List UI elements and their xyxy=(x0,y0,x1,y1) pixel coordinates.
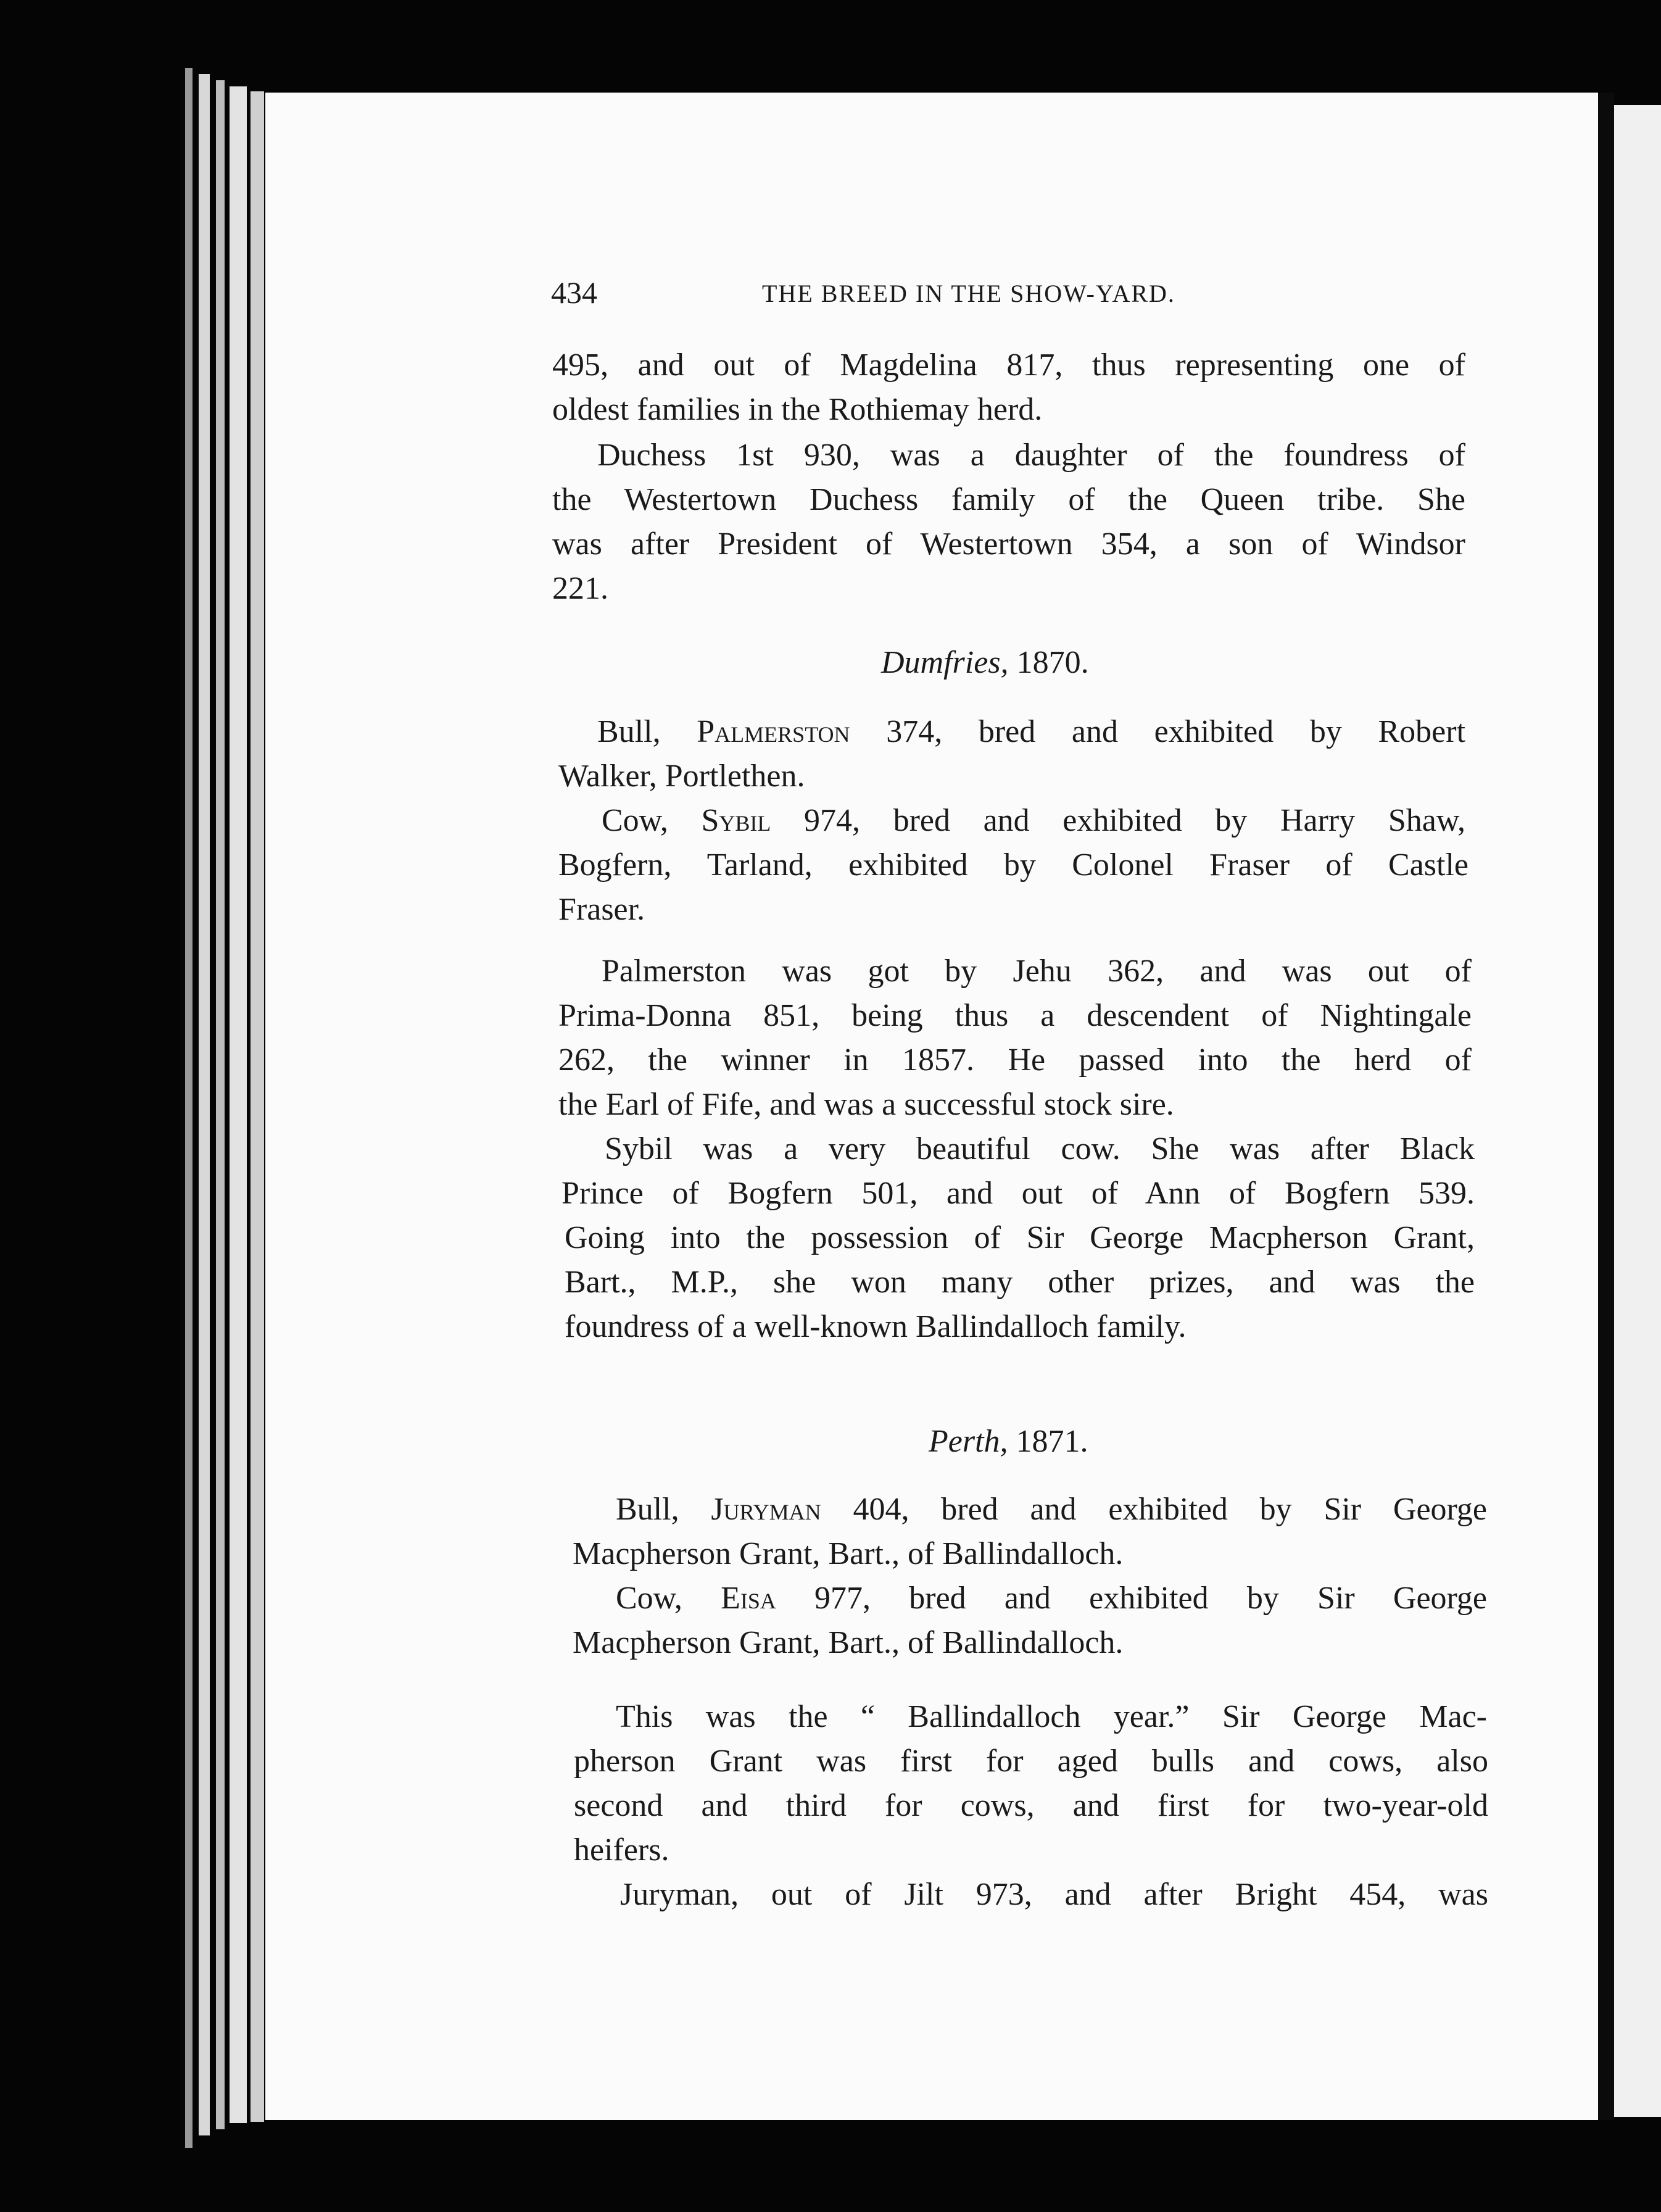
section-heading xyxy=(929,1420,1088,1464)
text-line: Prince of Bogfern 501, and out of Ann of Bogfern 539. xyxy=(561,1176,1475,1211)
text-line: 221. xyxy=(552,571,608,606)
award-detail: 404, bred and exhibited by Sir George xyxy=(853,1492,1488,1527)
section-place: Dumfries, xyxy=(881,645,1009,680)
text-line: Fraser. xyxy=(558,892,645,927)
section-place: Perth, xyxy=(929,1424,1008,1459)
text-line: second and third for cows, and first for two-year-old xyxy=(574,1788,1488,1823)
text-line: Palmerston was got by Jehu 362, and was out of xyxy=(602,954,1472,989)
animal-name: Sybil xyxy=(701,803,771,838)
page-gutter xyxy=(1598,93,1614,2120)
text-line: was after President of Westertown 354, a son of Windsor xyxy=(552,526,1465,562)
text-line: Going into the possession of Sir George Macpherson Grant, xyxy=(565,1220,1475,1255)
award-label: Cow, xyxy=(616,1581,682,1616)
text-line: foundress of a well-known Ballindalloch family. xyxy=(565,1309,1187,1344)
section-heading xyxy=(881,641,1089,685)
text-line: 495, and out of Magdelina 817, thus representing one of xyxy=(552,347,1465,383)
facing-page-edge xyxy=(1614,105,1661,2117)
book-edge xyxy=(251,91,264,2122)
text-line: Bart., M.P., she won many other prizes, and was the xyxy=(565,1265,1475,1300)
section-year: 1870. xyxy=(1016,645,1089,680)
book-edge xyxy=(199,74,210,2135)
running-head: THE BREED IN THE SHOW-YARD. xyxy=(762,280,1175,307)
award-cow xyxy=(602,799,1465,843)
award-detail: 374, bred and exhibited by Robert xyxy=(886,714,1466,749)
award-bull xyxy=(616,1487,1487,1532)
section-year: 1871. xyxy=(1016,1424,1088,1459)
award-detail: 974, bred and exhibited by Harry Shaw, xyxy=(804,803,1466,838)
text-line: the Earl of Fife, and was a successful stock sire. xyxy=(558,1087,1174,1122)
text-line: Duchess 1st 930, was a daughter of the foundress of xyxy=(597,438,1465,473)
text-line: This was the “ Ballindalloch year.” Sir George Mac- xyxy=(616,1699,1487,1734)
award-detail: 977, bred and exhibited by Sir George xyxy=(814,1581,1487,1616)
page-number: 434 xyxy=(551,275,597,310)
book-edge xyxy=(230,86,247,2123)
award-label: Cow, xyxy=(602,803,668,838)
text-line: pherson Grant was first for aged bulls and cows, also xyxy=(574,1744,1488,1779)
text-line: the Westertown Duchess family of the Queen tribe. She xyxy=(552,482,1465,517)
text-line: Prima-Donna 851, being thus a descendent of Nightingale xyxy=(558,998,1472,1033)
book-edge xyxy=(185,68,193,2148)
award-bull xyxy=(597,710,1465,754)
award-label: Bull, xyxy=(616,1492,679,1527)
book-edge xyxy=(216,80,225,2129)
animal-name: Juryman xyxy=(711,1492,821,1527)
text-line: Walker, Portlethen. xyxy=(558,759,805,794)
award-label: Bull, xyxy=(597,714,661,749)
animal-name: Eisa xyxy=(721,1581,776,1616)
text-line: Macpherson Grant, Bart., of Ballindalloch. xyxy=(573,1536,1124,1571)
text-line: 262, the winner in 1857. He passed into the herd of xyxy=(558,1042,1472,1078)
text-line: Juryman, out of Jilt 973, and after Bright 454, was xyxy=(620,1877,1488,1912)
text-line: Bogfern, Tarland, exhibited by Colonel Fraser of Castle xyxy=(558,847,1468,883)
animal-name: Palmerston xyxy=(697,714,850,749)
award-cow xyxy=(616,1576,1487,1621)
text-line: Sybil was a very beautiful cow. She was after Black xyxy=(605,1131,1475,1166)
text-line: Macpherson Grant, Bart., of Ballindalloch. xyxy=(573,1625,1124,1660)
text-line: heifers. xyxy=(574,1832,669,1868)
text-line: oldest families in the Rothiemay herd. xyxy=(552,392,1043,427)
